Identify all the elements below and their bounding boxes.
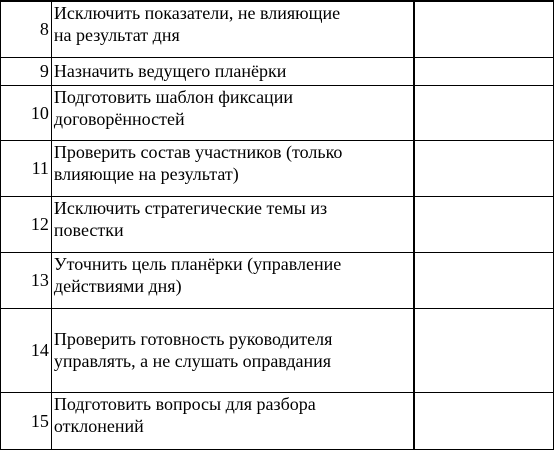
status-cell[interactable] [414,196,554,252]
row-number: 11 [1,140,52,196]
task-cell[interactable] [51,140,413,196]
status-cell[interactable] [414,1,554,57]
status-cell[interactable] [414,308,554,392]
task-cell[interactable] [51,1,413,57]
task-cell[interactable] [51,308,413,392]
task-text-line1: Проверить состав участников (только [53,141,343,162]
task-cell[interactable] [51,196,413,252]
table-row [1,85,554,140]
table-row [1,392,554,449]
task-text-line2: управлять, а не слушать оправдания [53,351,332,371]
task-text-line1: Исключить показатели, не влияющие [53,3,341,23]
task-text-line1: Назначить ведущего планёрки [53,61,287,81]
row-number: 14 [1,308,52,392]
task-cell[interactable] [51,85,413,140]
status-cell[interactable] [414,57,554,85]
task-text-line1: Исключить стратегические темы из [53,197,328,218]
status-cell[interactable] [414,392,554,449]
row-number: 9 [1,57,52,85]
task-cell[interactable] [51,392,413,449]
task-text-line2: отклонений [53,415,144,436]
row-number: 13 [1,252,52,308]
row-number: 8 [1,1,52,57]
table-row [1,196,554,252]
task-cell[interactable] [51,252,413,308]
status-cell[interactable] [414,85,554,140]
task-text-line2: договорённостей [53,108,185,129]
task-text-line2: влияющие на результат) [53,163,239,184]
task-text-line1: Уточнить цель планёрки (управление [53,253,342,274]
table-row [1,1,554,57]
table-row [1,252,554,308]
status-cell[interactable] [414,252,554,308]
task-text-line2: повестки [53,219,124,240]
task-text-line2: на результат дня [53,25,180,45]
row-number: 15 [1,392,52,449]
table-row [1,308,554,392]
task-cell[interactable] [51,57,413,85]
row-number: 12 [1,196,52,252]
table-row [1,57,554,85]
task-text-line1: Подготовить вопросы для разбора [53,393,316,414]
task-text-line2: действиями дня) [53,275,182,296]
task-text-line1: Подготовить шаблон фиксации [53,86,293,107]
status-cell[interactable] [414,140,554,196]
row-number: 10 [1,85,52,140]
table-row [1,140,554,196]
task-text-line1: Проверить готовность руководителя [53,329,333,349]
